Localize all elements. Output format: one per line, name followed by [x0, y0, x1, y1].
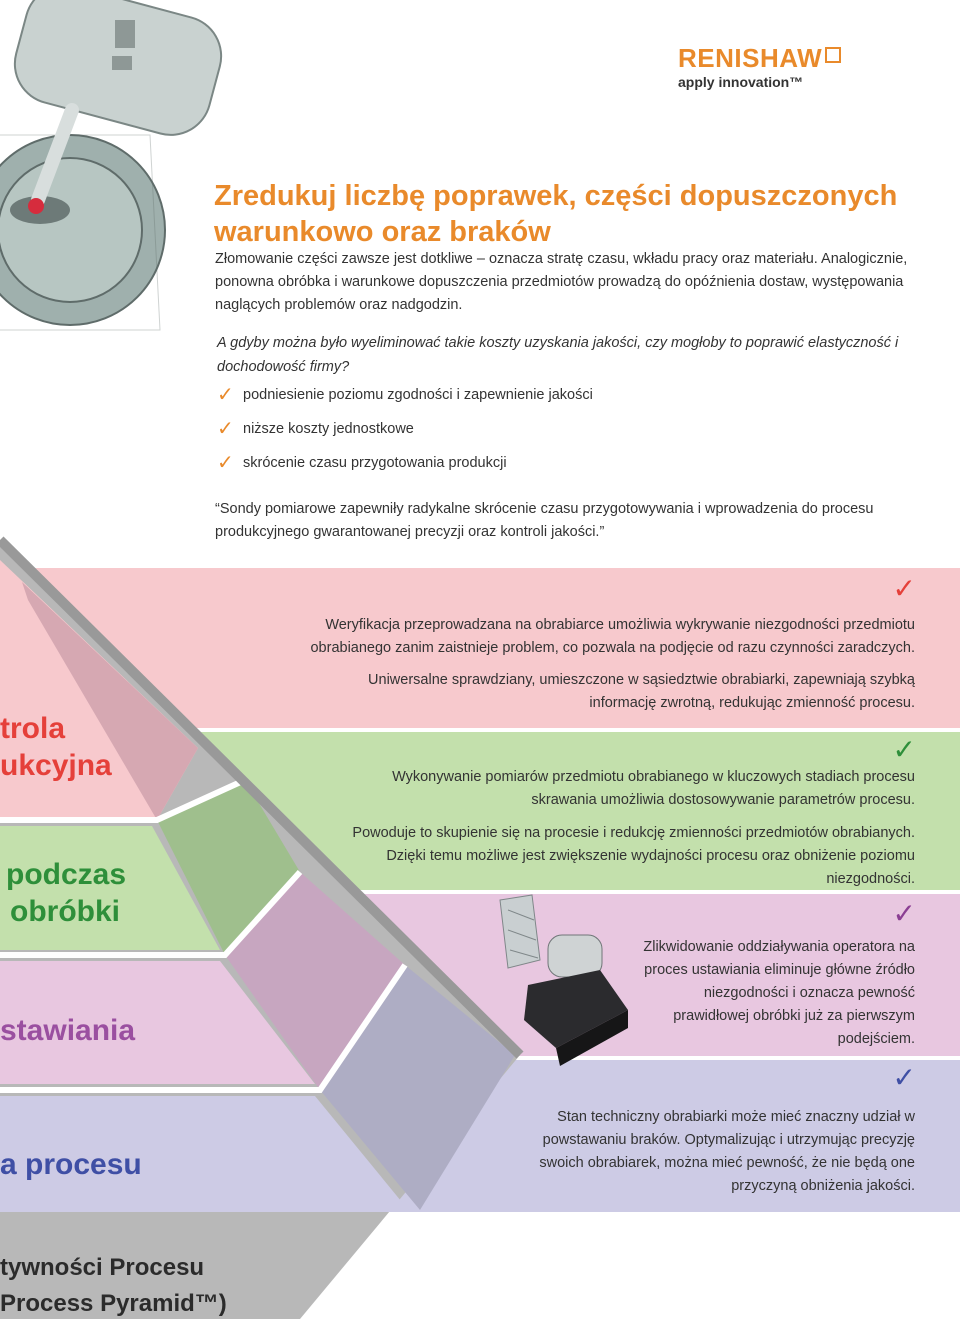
benefit-text: skrócenie czasu przygotowania produkcji	[243, 455, 507, 471]
pyramid-label-lav-line-1: a procesu	[0, 1148, 142, 1181]
brand-mark-icon	[825, 47, 841, 63]
pyramid-label-green	[6, 856, 126, 930]
checkmark-icon: ✓	[217, 384, 234, 406]
benefit-text: niższe koszty jednostkowe	[243, 421, 414, 437]
band-red-checkmark-icon: ✓	[892, 573, 916, 604]
pyramid-label-red-line-2: ukcyjna	[0, 749, 112, 782]
band-red-text-1: Weryfikacja przeprowadzana na obrabiarce umożliwia wykrywanie niezgodności przedmiotu obrabianego zanim zaistnieje problem, co pozwala na podjęcie od razu czynności zaradczych.	[310, 617, 915, 656]
customer-quote: “Sondy pomiarowe zapewniły radykalne skrócenie czasu przygotowywania i wprowadzenia do procesu produkcyjnego gwarantowanej precyzji oraz kontroli jakości.”	[215, 501, 874, 540]
pyramid-caption-line-2: Process Pyramid™)	[0, 1290, 227, 1317]
gear-probe-illustration	[0, 0, 230, 330]
band-lav-text-1: Stan techniczny obrabiarki może mieć znaczny udział w powstawaniu braków. Optymalizując i utrzymując precyzję swoich obrabiarek, można mieć pewność, że nie będą one przyczyną obniżenia jakości.	[539, 1109, 915, 1194]
band-purple-text-1: Zlikwidowanie oddziaływania operatora na proces ustawiania eliminuje główne źródło niezgodności i oznacza pewność prawidłowej obróbki już za pierwszym podejściem.	[643, 939, 915, 1047]
pyramid-label-purple-line-1: stawiania	[0, 1014, 136, 1047]
probe-product-image	[500, 895, 628, 1066]
brand-name: RENISHAW	[678, 43, 823, 73]
intro-question: A gdyby można było wyeliminować takie koszty uzyskania jakości, czy mogłoby to poprawić elastyczność i dochodowość firmy?	[217, 335, 899, 375]
band-green-text-2: Powoduje to skupienie się na procesie i redukcję zmienności przedmiotów obrabianych. Dzięki temu możliwe jest zwiększenie wydajności procesu oraz obniżenie poziomu niezgodności.	[352, 825, 915, 887]
band-purple-checkmark-icon: ✓	[892, 898, 916, 929]
checkmark-icon: ✓	[217, 452, 234, 474]
page-title: Zredukuj liczbę poprawek, części dopuszczonych warunkowo oraz braków	[214, 180, 898, 248]
band-red-text-2: Uniwersalne sprawdziany, umieszczone w sąsiedztwie obrabiarki, zapewniają szybką informację zwrotną, redukując zmienność procesu.	[368, 672, 915, 711]
benefit-item	[217, 412, 817, 446]
checkmark-icon: ✓	[217, 418, 234, 440]
pyramid-label-green-line-2: obróbki	[10, 895, 120, 928]
brand-tagline: apply innovation™	[678, 74, 804, 90]
benefit-text: podniesienie poziomu zgodności i zapewnienie jakości	[243, 387, 593, 403]
pyramid-label-green-line-1: podczas	[6, 858, 127, 891]
band-lav-checkmark-icon: ✓	[892, 1062, 916, 1093]
renishaw-logo	[678, 44, 878, 90]
benefit-item	[217, 446, 817, 480]
pyramid-caption	[0, 1250, 227, 1322]
band-green-checkmark-icon: ✓	[892, 734, 916, 765]
band-green-text-1: Wykonywanie pomiarów przedmiotu obrabianego w kluczowych stadiach procesu skrawania umożliwia dostosowywanie parametrów procesu.	[392, 769, 915, 808]
pyramid-caption-line-1: tywności Procesu	[0, 1254, 205, 1281]
pyramid-label-lav	[0, 1146, 142, 1183]
benefit-list	[217, 378, 817, 480]
benefit-item	[217, 378, 817, 412]
pyramid-label-purple	[0, 1012, 135, 1049]
pyramid-label-red-line-1: trola	[0, 712, 66, 745]
pyramid-label-red	[0, 710, 112, 784]
intro-paragraph: Złomowanie części zawsze jest dotkliwe – oznacza stratę czasu, wkładu pracy oraz materiału. Analogicznie, ponowna obróbka i warunkowe dopuszczenia przedmiotów prowadzą do opóźnienia dostaw, występowania naglących problemów oraz nadgodzin.	[215, 251, 908, 313]
